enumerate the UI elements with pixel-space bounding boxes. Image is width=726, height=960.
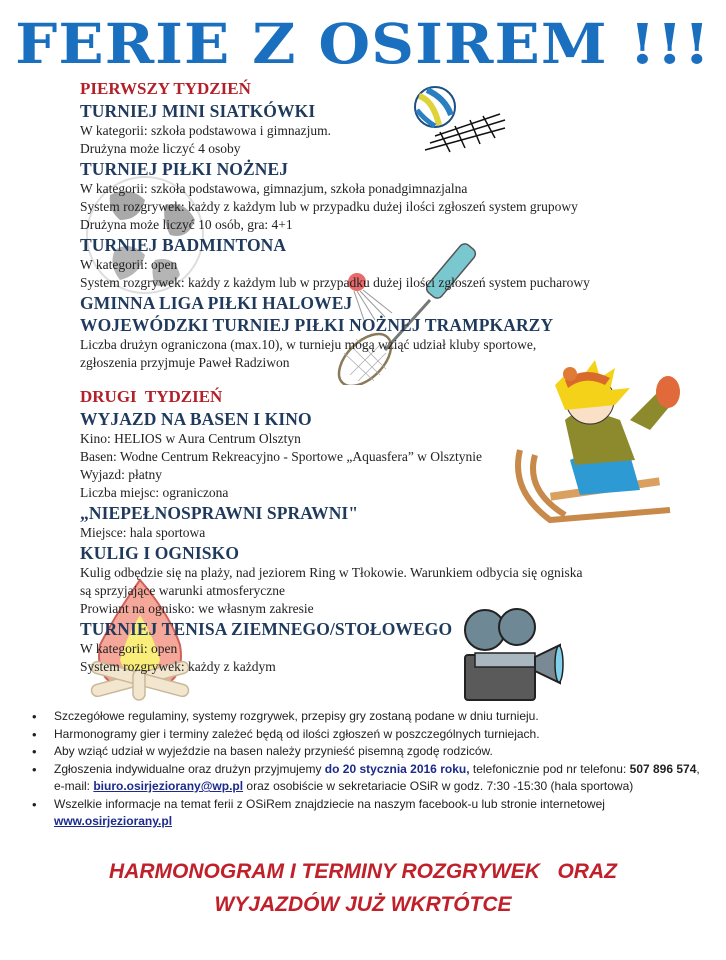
- section-line: Miejsce: hala sportowa: [80, 525, 206, 540]
- section-line: Drużyna może liczyć 4 osoby: [80, 141, 241, 156]
- section-line: Kino: HELIOS w Aura Centrum Olsztyn: [80, 431, 301, 446]
- bullet-item-registration: [32, 761, 702, 796]
- bullet-item: • Szczegółowe regulaminy, systemy rozgrywek, przepisy gry zostaną podane w dniu turnieju.: [32, 708, 702, 726]
- week2-heading: DRUGI TYDZIEŃ: [80, 387, 223, 406]
- section-line: są sprzyjające warunki atmosferyczne: [80, 583, 286, 598]
- section-title: WOJEWÓDZKI TURNIEJ PIŁKI NOŻNEJ TRAMPKARZY: [80, 315, 554, 335]
- registration-deadline: do 20 stycznia 2016 roku,: [324, 761, 470, 776]
- registration-text: , e-mail:: [54, 761, 700, 793]
- section-line: zgłoszenia przyjmuje Paweł Radziwon: [80, 355, 290, 370]
- website-link[interactable]: www.osirjeziorany.pl: [54, 814, 173, 828]
- phone-number: 507 896 574: [629, 761, 697, 776]
- section-title: „NIEPEŁNOSPRAWNI SPRAWNI": [80, 503, 359, 523]
- info-bullet-list: [32, 708, 702, 831]
- section-line: Basen: Wodne Centrum Rekreacyjno - Sportowe „Aquasfera” w Olsztynie: [80, 449, 483, 464]
- section-title: TURNIEJ MINI SIATKÓWKI: [80, 101, 316, 121]
- section-line: W kategorii: szkoła podstawowa i gimnazjum.: [80, 123, 331, 138]
- section-title: KULIG I OGNISKO: [80, 543, 240, 563]
- page-title: FERIE Z OSIREM !!!: [15, 11, 711, 76]
- registration-text: Zgłoszenia indywidualne oraz drużyn przyjmujemy: [54, 761, 325, 776]
- section-line: System rozgrywek: każdy z każdym: [80, 659, 276, 674]
- section-line: System rozgrywek: każdy z każdym lub w przypadku dużej ilości zgłoszeń system pucharowy: [80, 275, 590, 290]
- bullet-item: • Harmonogramy gier i terminy zależeć będą od ilości zgłoszeń w poszczególnych turniejach.: [32, 726, 702, 744]
- bullet-item: • Aby wziąć udział w wyjeździe na basen należy przynieść pisemną zgodę rodziców.: [32, 743, 702, 761]
- section-line: Drużyna może liczyć 10 osób, gra: 4+1: [80, 217, 293, 232]
- section-title: TURNIEJ TENISA ZIEMNEGO/STOŁOWEGO: [80, 619, 453, 639]
- section-line: W kategorii: open: [80, 641, 178, 656]
- section-line: Liczba miejsc: ograniczona: [80, 485, 229, 500]
- registration-text: telefonicznie pod nr telefonu:: [469, 761, 630, 776]
- section-line: W kategorii: szkoła podstawowa, gimnazjum, szkoła ponadgimnazjalna: [80, 181, 468, 196]
- section-line: Liczba drużyn ograniczona (max.10), w turnieju mogą wziąć udział kluby sportowe,: [80, 337, 537, 352]
- footer-line: WYJAZDÓW JUŻ WKRTÓTCE: [214, 893, 512, 916]
- section-title: TURNIEJ PIŁKI NOŻNEJ: [80, 159, 289, 179]
- section-line: Kulig odbędzie się na plaży, nad jeziorem Ring w Tłokowie. Warunkiem odbycia się ogniska: [80, 565, 583, 580]
- footer-line: HARMONOGRAM I TERMINY ROZGRYWEK ORAZ: [109, 860, 617, 883]
- section-title: WYJAZD NA BASEN I KINO: [80, 409, 312, 429]
- events-content: [80, 78, 640, 676]
- website-text: Wszelkie informacje na temat ferii z OSiRem znajdziecie na naszym facebook-u lub stronie internetowej: [54, 796, 605, 811]
- registration-text: oraz osobiście w sekretariacie OSiR w godz. 7:30 -15:30 (hala sportowa): [243, 779, 634, 793]
- section-title: GMINNA LIGA PIŁKI HALOWEJ: [80, 293, 353, 313]
- email-link[interactable]: biuro.osirjeziorany@wp.pl: [93, 779, 244, 793]
- section-line: System rozgrywek: każdy z każdym lub w przypadku dużej ilości zgłoszeń system grupowy: [80, 199, 578, 214]
- section-title: TURNIEJ BADMINTONA: [80, 235, 287, 255]
- section-line: W kategorii: open: [80, 257, 178, 272]
- bullet-item-website: [32, 796, 702, 831]
- section-line: Prowiant na ognisko: we własnym zakresie: [80, 601, 314, 616]
- week1-heading: PIERWSZY TYDZIEŃ: [80, 79, 251, 98]
- footer-announcement: [0, 855, 726, 921]
- section-line: Wyjazd: płatny: [80, 467, 163, 482]
